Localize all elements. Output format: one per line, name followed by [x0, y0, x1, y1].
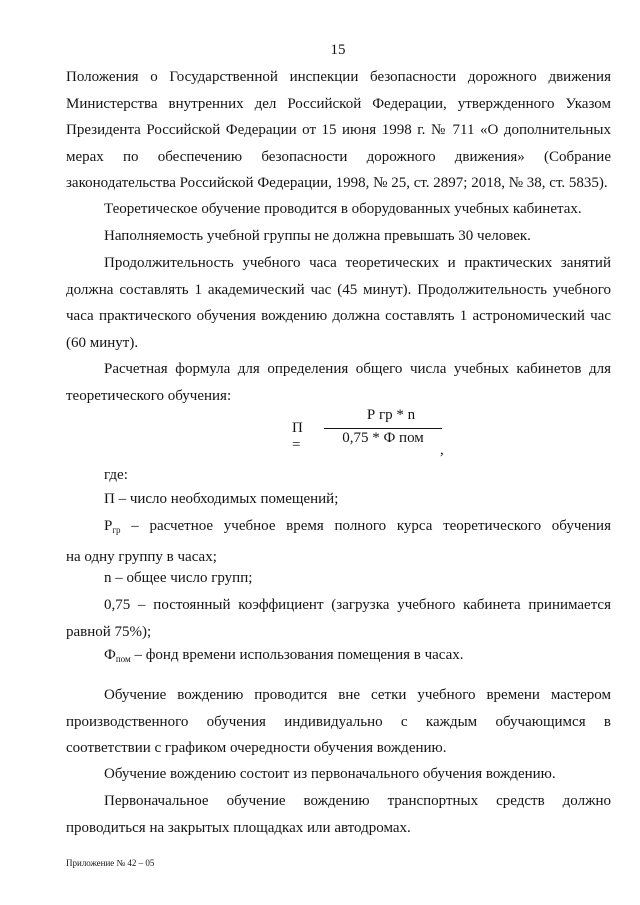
text-line — [66, 642, 611, 673]
text-line: Положения о Государственной инспекции безопасности дорожного движения — [66, 69, 611, 85]
text-line: Обучение вождению состоит из первоначального обучения вождению. — [104, 766, 556, 782]
symbol: Ф — [104, 647, 116, 663]
where-label: где: — [104, 467, 128, 483]
text-line: равной 75%); — [66, 623, 152, 640]
definitions — [66, 462, 611, 489]
subscript: гр — [112, 525, 121, 535]
text-line: Первоначальное обучение вождению транспортных средств должно — [104, 793, 611, 809]
text-line: законодательства Российской Федерации, 1998, № 25, ст. 2897; 2018, № 38, ст. 5835). — [66, 175, 608, 191]
text-line: соответствии с графиком очередности обучения вождению. — [66, 740, 447, 756]
paragraph-driving-composition — [66, 761, 611, 788]
formula-denominator: 0,75 * Ф пом — [342, 430, 424, 446]
text-line: теоретического обучения: — [66, 387, 232, 404]
paragraph-formula-intro — [66, 356, 611, 409]
definition-n — [66, 565, 611, 592]
paragraph-classrooms — [66, 196, 611, 223]
text-line: мерах по обеспечению безопасности дорожного движения» (Собрание — [66, 148, 611, 165]
symbol: Р — [104, 518, 113, 534]
text-line: П – число необходимых помещений; — [104, 491, 339, 507]
paragraph-regulation-reference — [66, 64, 611, 197]
text-line: Президента Российской Федерации от 15 июня 1998 г. № 711 «О дополнительных — [66, 122, 611, 138]
formula-numerator: Р гр * n — [366, 407, 416, 423]
text-line: 0,75 – постоянный коэффициент (загрузка учебного кабинета принимается — [104, 597, 611, 613]
text-line: на одну группу в часах; — [66, 548, 217, 565]
text-line: (60 минут). — [66, 334, 139, 351]
footer-annex-label: Приложение № 42 – 05 — [66, 858, 155, 868]
formula-lhs: П = — [292, 420, 303, 453]
paragraph-initial-driving — [66, 788, 611, 841]
subscript: пом — [115, 654, 131, 664]
definition-coefficient — [66, 592, 611, 645]
text-line: n – общее число групп; — [104, 570, 253, 586]
text-line: Наполняемость учебной группы не должна превышать 30 человек. — [104, 228, 531, 244]
text-fragment: – расчетное учебное время полного курса теоретического обучения — [120, 518, 611, 534]
definition-p — [66, 486, 611, 513]
text-line: Расчетная формула для определения общего числа учебных кабинетов для — [104, 361, 611, 377]
text-line: Министерства внутренних дел Российской Федерации, утвержденного Указом — [66, 95, 611, 112]
text-line: Обучение вождению проводится вне сетки учебного времени мастером — [104, 687, 611, 703]
text-line: часа практического обучения вождению должна составлять 1 астрономический час — [66, 308, 611, 324]
text-line: должна составлять 1 академический час (45 минут). Продолжительность учебного — [66, 281, 611, 298]
paragraph-lesson-duration — [66, 250, 611, 356]
paragraph-group-size — [66, 223, 611, 250]
fraction-bar — [324, 428, 442, 429]
text-line: проводиться на закрытых площадках или автодромах. — [66, 819, 411, 836]
page-number: 15 — [330, 42, 346, 58]
text-fragment: – фонд времени использования помещения в часах. — [130, 647, 464, 663]
text-line: Теоретическое обучение проводится в оборудованных учебных кабинетах. — [104, 201, 582, 217]
text-line: производственного обучения индивидуально с каждым обучающимся в — [66, 713, 611, 730]
text-line: Продолжительность учебного часа теоретических и практических занятий — [104, 255, 611, 271]
formula-comma: , — [440, 442, 444, 458]
text-line — [66, 513, 611, 544]
definition-fpom — [66, 642, 611, 673]
definition-rgr — [66, 513, 611, 570]
paragraph-driving-schedule — [66, 682, 611, 762]
